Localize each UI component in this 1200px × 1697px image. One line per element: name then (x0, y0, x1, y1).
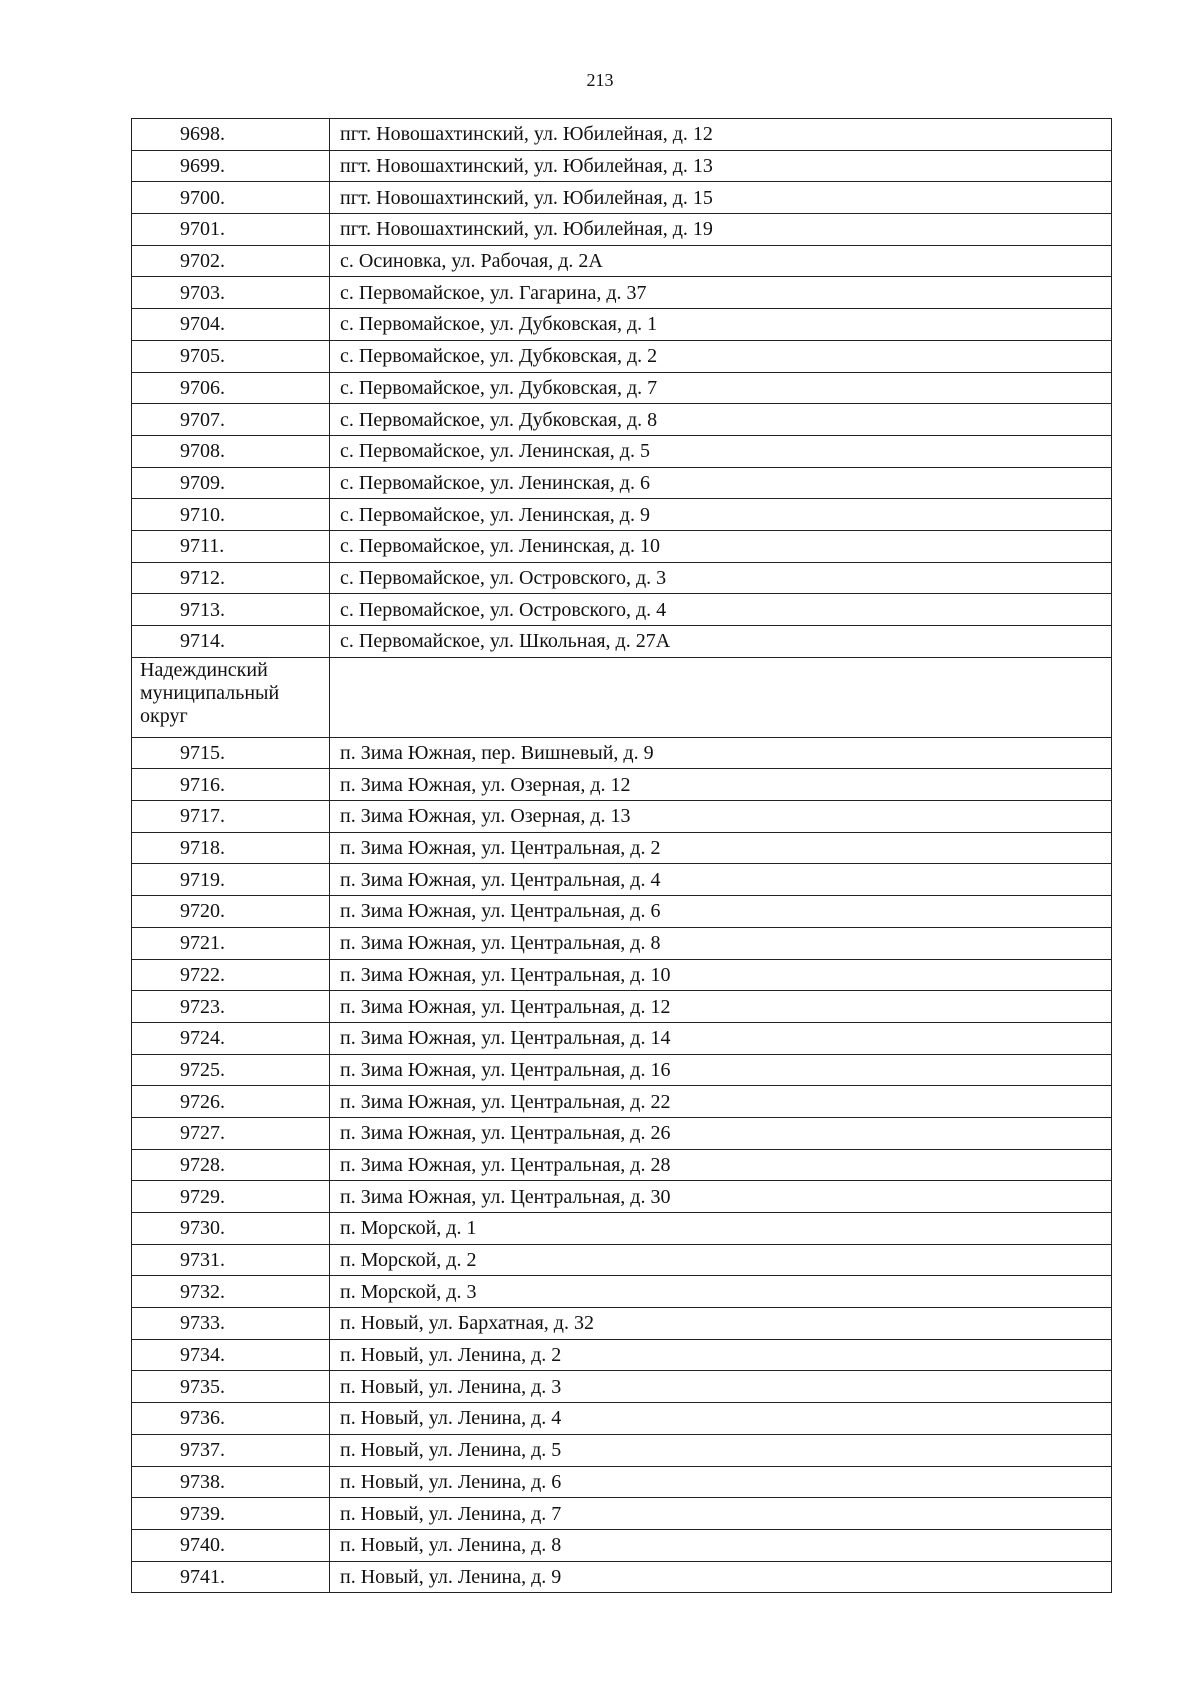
row-number: 9728. (132, 1149, 330, 1181)
table-row (132, 927, 1112, 959)
table-row (132, 896, 1112, 928)
row-address: п. Зима Южная, ул. Озерная, д. 13 (330, 801, 1112, 833)
table-row (132, 214, 1112, 246)
table-row (132, 737, 1112, 769)
row-address: п. Зима Южная, пер. Вишневый, д. 9 (330, 737, 1112, 769)
table-row (132, 1117, 1112, 1149)
row-number: 9699. (132, 150, 330, 182)
table-row (132, 1244, 1112, 1276)
row-number: 9719. (132, 864, 330, 896)
row-number: 9715. (132, 737, 330, 769)
table-row (132, 594, 1112, 626)
row-address: п. Зима Южная, ул. Центральная, д. 30 (330, 1181, 1112, 1213)
table-row (132, 1434, 1112, 1466)
table-row (132, 1181, 1112, 1213)
row-number: 9718. (132, 832, 330, 864)
row-address: п. Зима Южная, ул. Центральная, д. 26 (330, 1117, 1112, 1149)
table-row (132, 530, 1112, 562)
row-number: 9723. (132, 991, 330, 1023)
row-number: 9734. (132, 1339, 330, 1371)
row-number: 9717. (132, 801, 330, 833)
row-address: с. Первомайское, ул. Школьная, д. 27А (330, 626, 1112, 658)
row-address: п. Морской, д. 2 (330, 1244, 1112, 1276)
row-address: п. Новый, ул. Бархатная, д. 32 (330, 1308, 1112, 1340)
table-row (132, 1054, 1112, 1086)
row-address: п. Зима Южная, ул. Центральная, д. 8 (330, 927, 1112, 959)
table-row (132, 372, 1112, 404)
row-number: 9712. (132, 562, 330, 594)
row-address: пгт. Новошахтинский, ул. Юбилейная, д. 15 (330, 182, 1112, 214)
table-row (132, 562, 1112, 594)
row-address: с. Первомайское, ул. Ленинская, д. 5 (330, 435, 1112, 467)
row-number: 9733. (132, 1308, 330, 1340)
row-number: 9709. (132, 467, 330, 499)
row-address: п. Зима Южная, ул. Центральная, д. 14 (330, 1022, 1112, 1054)
row-address: п. Морской, д. 3 (330, 1276, 1112, 1308)
row-address: с. Первомайское, ул. Ленинская, д. 9 (330, 499, 1112, 531)
row-number: 9740. (132, 1529, 330, 1561)
row-number: 9735. (132, 1371, 330, 1403)
row-number: 9703. (132, 277, 330, 309)
row-address: с. Первомайское, ул. Островского, д. 4 (330, 594, 1112, 626)
row-address: п. Новый, ул. Ленина, д. 4 (330, 1403, 1112, 1435)
table-row (132, 277, 1112, 309)
row-address: п. Зима Южная, ул. Озерная, д. 12 (330, 769, 1112, 801)
row-number: 9727. (132, 1117, 330, 1149)
row-number: 9737. (132, 1434, 330, 1466)
row-address: п. Новый, ул. Ленина, д. 8 (330, 1529, 1112, 1561)
section-name: Надеждинский муниципальный округ (132, 657, 330, 737)
table-row (132, 1149, 1112, 1181)
row-address: п. Новый, ул. Ленина, д. 3 (330, 1371, 1112, 1403)
row-number: 9721. (132, 927, 330, 959)
table-row (132, 1498, 1112, 1530)
table-row (132, 467, 1112, 499)
table-row (132, 1276, 1112, 1308)
section-empty-cell (330, 657, 1112, 737)
page-number: 213 (586, 70, 614, 90)
table-row (132, 959, 1112, 991)
row-number: 9739. (132, 1498, 330, 1530)
row-number: 9708. (132, 435, 330, 467)
row-address: п. Новый, ул. Ленина, д. 5 (330, 1434, 1112, 1466)
table-row (132, 1213, 1112, 1245)
table-row (132, 150, 1112, 182)
table-row (132, 1529, 1112, 1561)
table-row (132, 1466, 1112, 1498)
table-row (132, 1339, 1112, 1371)
row-address: п. Новый, ул. Ленина, д. 9 (330, 1561, 1112, 1593)
table-row (132, 499, 1112, 531)
address-table (131, 118, 1112, 1593)
row-address: п. Зима Южная, ул. Центральная, д. 10 (330, 959, 1112, 991)
table-row (132, 435, 1112, 467)
row-address: п. Зима Южная, ул. Центральная, д. 12 (330, 991, 1112, 1023)
row-number: 9729. (132, 1181, 330, 1213)
table-row (132, 801, 1112, 833)
row-number: 9724. (132, 1022, 330, 1054)
row-number: 9726. (132, 1086, 330, 1118)
row-address: п. Зима Южная, ул. Центральная, д. 4 (330, 864, 1112, 896)
table-row (132, 991, 1112, 1023)
row-address: с. Первомайское, ул. Дубковская, д. 8 (330, 404, 1112, 436)
row-address: с. Первомайское, ул. Островского, д. 3 (330, 562, 1112, 594)
row-address: с. Первомайское, ул. Ленинская, д. 6 (330, 467, 1112, 499)
row-address: с. Первомайское, ул. Дубковская, д. 1 (330, 309, 1112, 341)
table-row (132, 1308, 1112, 1340)
row-address: п. Зима Южная, ул. Центральная, д. 16 (330, 1054, 1112, 1086)
table-row (132, 769, 1112, 801)
row-number: 9738. (132, 1466, 330, 1498)
row-address: пгт. Новошахтинский, ул. Юбилейная, д. 12 (330, 119, 1112, 151)
row-address: с. Первомайское, ул. Дубковская, д. 7 (330, 372, 1112, 404)
row-number: 9731. (132, 1244, 330, 1276)
row-number: 9711. (132, 530, 330, 562)
row-number: 9741. (132, 1561, 330, 1593)
address-table-body (132, 119, 1112, 1593)
row-address: пгт. Новошахтинский, ул. Юбилейная, д. 19 (330, 214, 1112, 246)
row-address: п. Зима Южная, ул. Центральная, д. 28 (330, 1149, 1112, 1181)
row-address: п. Морской, д. 1 (330, 1213, 1112, 1245)
table-row (132, 245, 1112, 277)
row-address: пгт. Новошахтинский, ул. Юбилейная, д. 13 (330, 150, 1112, 182)
row-address: п. Новый, ул. Ленина, д. 7 (330, 1498, 1112, 1530)
row-address: п. Зима Южная, ул. Центральная, д. 2 (330, 832, 1112, 864)
row-number: 9713. (132, 594, 330, 626)
row-number: 9732. (132, 1276, 330, 1308)
row-number: 9707. (132, 404, 330, 436)
row-number: 9702. (132, 245, 330, 277)
row-address: с. Первомайское, ул. Дубковская, д. 2 (330, 340, 1112, 372)
table-row (132, 832, 1112, 864)
table-row (132, 309, 1112, 341)
row-address: с. Осиновка, ул. Рабочая, д. 2А (330, 245, 1112, 277)
row-address: п. Зима Южная, ул. Центральная, д. 6 (330, 896, 1112, 928)
table-row (132, 340, 1112, 372)
table-row (132, 182, 1112, 214)
table-row (132, 626, 1112, 658)
section-header-row (132, 657, 1112, 737)
row-address: п. Новый, ул. Ленина, д. 6 (330, 1466, 1112, 1498)
table-row (132, 1022, 1112, 1054)
table-row (132, 1561, 1112, 1593)
row-address: с. Первомайское, ул. Ленинская, д. 10 (330, 530, 1112, 562)
row-number: 9716. (132, 769, 330, 801)
table-row (132, 119, 1112, 151)
row-address: п. Зима Южная, ул. Центральная, д. 22 (330, 1086, 1112, 1118)
row-number: 9700. (132, 182, 330, 214)
table-row (132, 1371, 1112, 1403)
row-number: 9720. (132, 896, 330, 928)
row-number: 9701. (132, 214, 330, 246)
row-number: 9722. (132, 959, 330, 991)
row-number: 9730. (132, 1213, 330, 1245)
table-row (132, 864, 1112, 896)
row-number: 9698. (132, 119, 330, 151)
row-number: 9704. (132, 309, 330, 341)
row-number: 9725. (132, 1054, 330, 1086)
table-row (132, 1403, 1112, 1435)
table-row (132, 404, 1112, 436)
row-address: с. Первомайское, ул. Гагарина, д. 37 (330, 277, 1112, 309)
row-number: 9710. (132, 499, 330, 531)
row-address: п. Новый, ул. Ленина, д. 2 (330, 1339, 1112, 1371)
row-number: 9706. (132, 372, 330, 404)
row-number: 9705. (132, 340, 330, 372)
row-number: 9736. (132, 1403, 330, 1435)
table-row (132, 1086, 1112, 1118)
row-number: 9714. (132, 626, 330, 658)
